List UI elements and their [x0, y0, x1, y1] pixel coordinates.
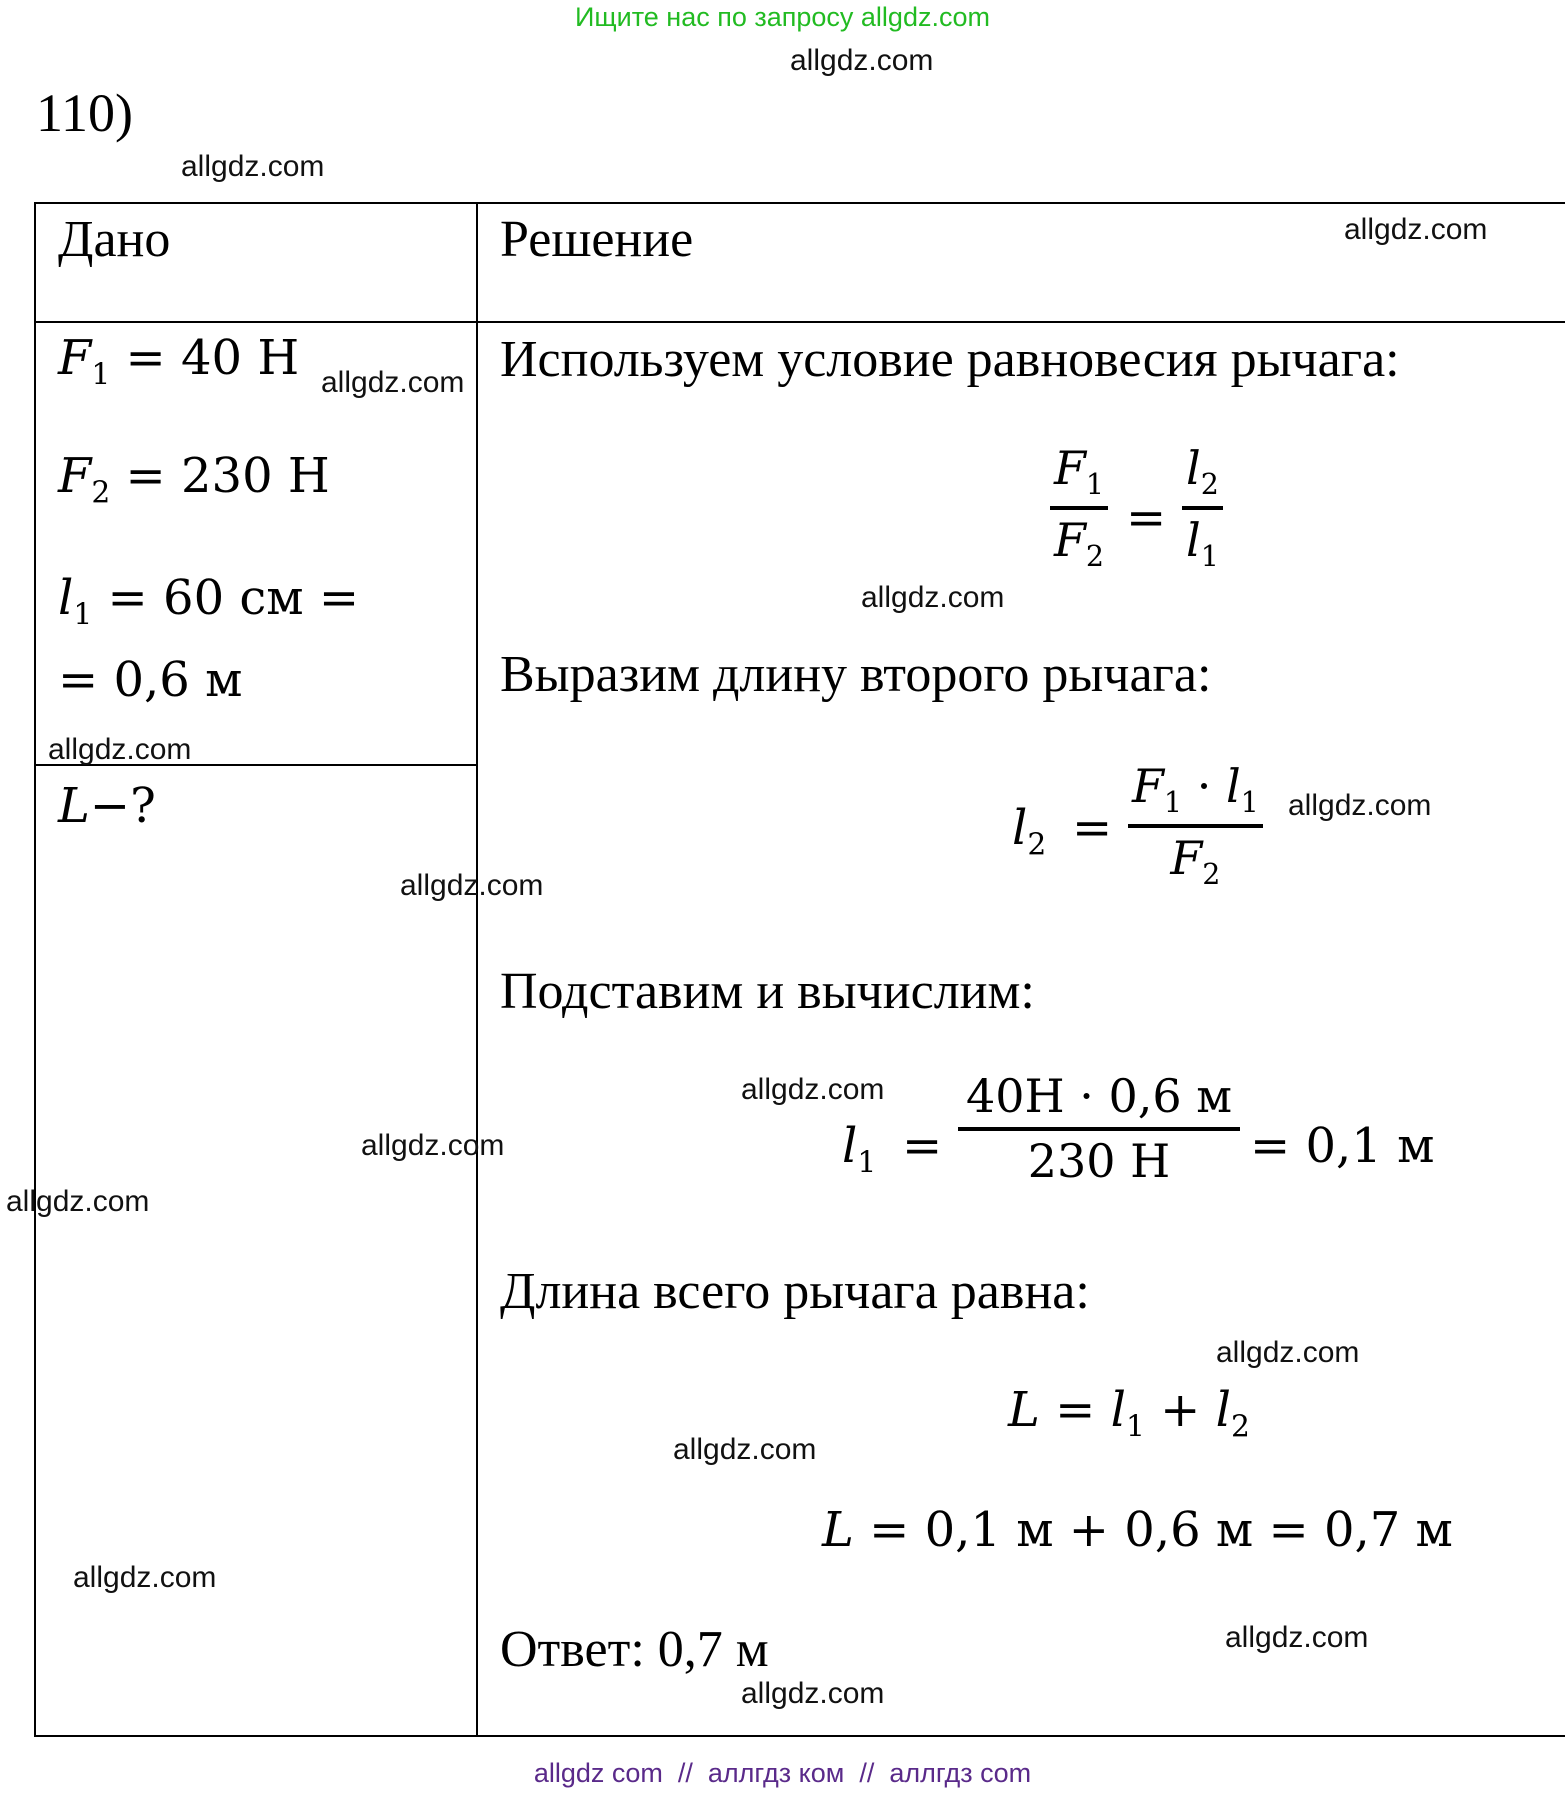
- eq3-l1: l: [842, 1118, 858, 1174]
- table-left-border: [34, 202, 36, 1737]
- watermark: allgdz.com: [400, 869, 544, 902]
- solution-step-3: Подставим и вычислим:: [500, 963, 1035, 1020]
- eq1-l1-sub: 1: [1200, 539, 1219, 573]
- find-symbol: L: [58, 778, 90, 834]
- site-watermark: allgdz.com: [790, 44, 934, 77]
- given-f1-value: = 40 Н: [110, 330, 300, 386]
- eq3-denominator: 230 Н: [1027, 1133, 1171, 1188]
- fraction-bar: [1182, 506, 1223, 510]
- answer: Ответ: 0,7 м: [500, 1621, 769, 1678]
- table-column-divider: [476, 202, 478, 1737]
- watermark: allgdz.com: [741, 1677, 885, 1710]
- eq3-l1-sub: 1: [857, 1145, 877, 1181]
- eq4-l1: l: [1110, 1382, 1126, 1438]
- given-f2: [58, 448, 330, 510]
- eq2-fraction: [1128, 760, 1263, 892]
- eq2-f1-sub: 1: [1163, 785, 1183, 819]
- eq4-l2: l: [1215, 1382, 1231, 1438]
- table-header-divider: [34, 321, 1565, 323]
- watermark: allgdz.com: [361, 1129, 505, 1162]
- find-quantity: [58, 778, 156, 834]
- eq2-l2: l: [1012, 800, 1028, 856]
- watermark: allgdz.com: [1288, 789, 1432, 822]
- given-l1: [58, 570, 359, 632]
- fraction-bar: [958, 1127, 1240, 1131]
- eq5-value: = 0,1 м + 0,6 м = 0,7 м: [853, 1502, 1453, 1558]
- eq2-l2-sub: 2: [1027, 827, 1047, 863]
- eq4-plus: +: [1144, 1382, 1216, 1438]
- given-l1-symbol: l: [58, 570, 74, 626]
- eq1-f1-sub: 1: [1085, 467, 1105, 501]
- eq1-f2: F: [1054, 512, 1086, 567]
- eq4-l1-sub: 1: [1125, 1409, 1145, 1445]
- watermark: allgdz.com: [73, 1561, 217, 1594]
- eq1-l1: l: [1186, 512, 1201, 567]
- eq5-computation: [822, 1502, 1453, 1558]
- watermark: allgdz.com: [861, 581, 1005, 614]
- eq3-result: = 0,1 м: [1250, 1118, 1435, 1174]
- given-f2-sub: 2: [91, 475, 111, 511]
- eq1-f2-sub: 2: [1085, 539, 1105, 573]
- eq2-l1: l: [1225, 759, 1241, 813]
- eq4-l2-sub: 2: [1231, 1409, 1250, 1445]
- watermark: allgdz.com: [6, 1185, 150, 1218]
- given-f2-value: = 230 Н: [110, 448, 330, 504]
- find-question: −?: [89, 778, 156, 834]
- footer-links[interactable]: allgdz com // аллгдз ком // аллгдз com: [533, 1758, 1032, 1788]
- eq3-fraction: [958, 1070, 1240, 1188]
- watermark: allgdz.com: [673, 1433, 817, 1466]
- given-f2-symbol: F: [58, 448, 92, 504]
- given-f1-symbol: F: [58, 330, 92, 386]
- watermark: allgdz.com: [1216, 1336, 1360, 1369]
- watermark: allgdz.com: [1344, 213, 1488, 246]
- eq4-total-length: [1008, 1382, 1250, 1444]
- problem-number: 110): [36, 83, 133, 143]
- given-header: Дано: [58, 211, 171, 268]
- eq1-l2: l: [1186, 441, 1201, 495]
- eq3-numerator: 40Н · 0,6 м: [965, 1069, 1233, 1123]
- watermark: allgdz.com: [181, 150, 325, 183]
- fraction-bar: [1128, 824, 1263, 828]
- eq2-lhs: [1012, 800, 1046, 862]
- equilibrium-rhs-fraction: [1182, 442, 1223, 574]
- eq2-l1-sub: 1: [1240, 785, 1259, 819]
- given-l1-value: = 60 см =: [92, 570, 360, 626]
- given-f1-sub: 1: [91, 357, 111, 393]
- eq2-f2-sub: 2: [1202, 857, 1221, 891]
- eq3-equals: =: [902, 1118, 943, 1174]
- eq1-l2-sub: 2: [1200, 467, 1219, 501]
- solution-step-4: Длина всего рычага равна:: [500, 1263, 1090, 1320]
- given-f1: [58, 330, 299, 392]
- eq2-f2: F: [1170, 830, 1203, 885]
- eq2-f1: F: [1132, 759, 1164, 813]
- solution-step-2: Выразим длину второго рычага:: [500, 646, 1212, 703]
- solution-step-1: Используем условие равновесия рычага:: [500, 331, 1400, 388]
- eq4-equals: =: [1039, 1382, 1111, 1438]
- given-l1-sub: 1: [73, 597, 93, 633]
- eq2-equals: =: [1072, 800, 1113, 856]
- watermark: allgdz.com: [321, 366, 465, 399]
- eq1-f1: F: [1054, 441, 1086, 495]
- table-top-border: [34, 202, 1565, 204]
- watermark: allgdz.com: [48, 733, 192, 766]
- given-l1-conversion: = 0,6 м: [58, 652, 243, 708]
- eq4-L: L: [1008, 1382, 1040, 1438]
- eq5-L: L: [822, 1502, 854, 1558]
- eq2-dot: ·: [1182, 759, 1226, 813]
- fraction-bar: [1050, 506, 1108, 510]
- eq3-lhs: [842, 1118, 876, 1180]
- watermark: allgdz.com: [1225, 1621, 1369, 1654]
- eq1-equals: =: [1126, 490, 1167, 546]
- table-bottom-border: [34, 1735, 1565, 1737]
- solution-header: Решение: [500, 211, 694, 268]
- watermark: allgdz.com: [741, 1073, 885, 1106]
- promo-banner[interactable]: Ищите нас по запросу allgdz.com: [575, 2, 990, 32]
- equilibrium-lhs-fraction: [1050, 442, 1108, 574]
